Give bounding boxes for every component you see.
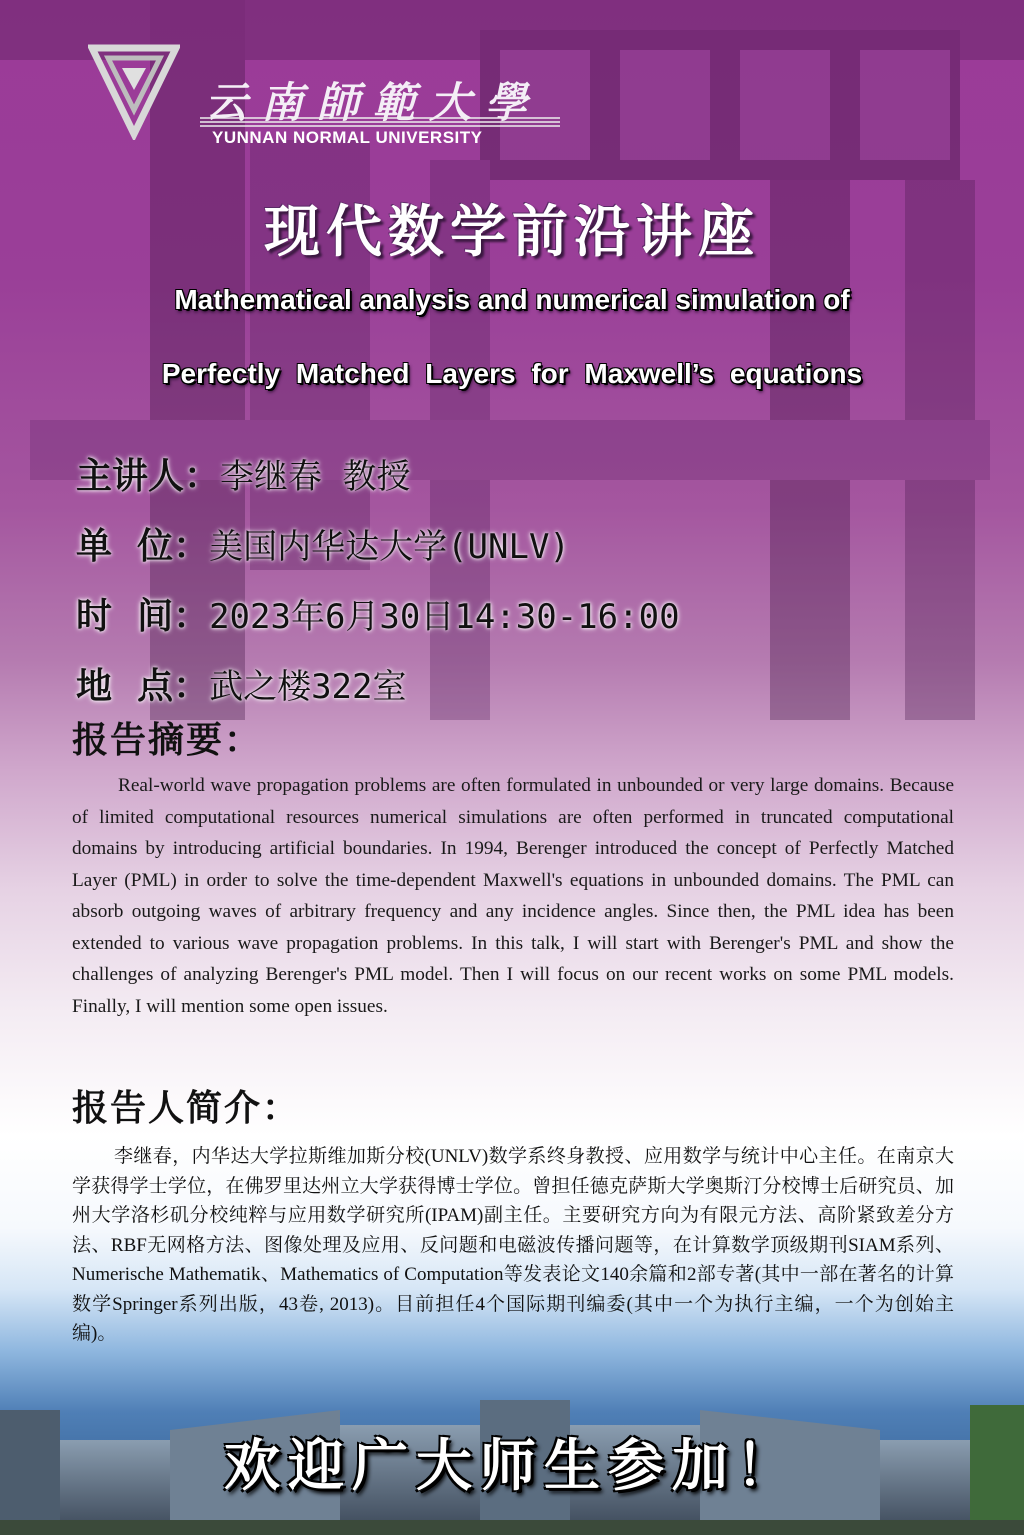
speaker-label: 主讲人： [76, 455, 221, 497]
talk-title-line-2: Perfectly Matched Layers for Maxwell’s equations [161, 358, 863, 389]
university-name-en: YUNNAN NORMAL UNIVERSITY [212, 128, 483, 147]
series-title: 现代数学前沿讲座 [264, 200, 760, 265]
speaker-value: 李继春 教授 [220, 456, 411, 497]
place-row [76, 648, 976, 718]
time-row [76, 578, 976, 648]
unit-label: 单 位： [76, 525, 210, 567]
talk-info [76, 438, 976, 718]
bio-heading: 报告人简介： [72, 1088, 301, 1129]
welcome-banner: 欢迎广大师生参加！ [224, 1434, 800, 1499]
speaker-row [76, 438, 976, 508]
university-logo-icon [88, 44, 180, 140]
talk-title-line-1: Mathematical analysis and numerical simulation of [174, 284, 850, 315]
university-name-cn: 云南師範大學 [205, 78, 542, 127]
place-value: 武之楼322室 [209, 666, 407, 707]
unit-row [76, 508, 976, 578]
time-label: 时 间： [76, 595, 210, 637]
abstract-text: Real-world wave propagation problems are often formulated in unbounded or very large domains. Because of limited computational resources numerical simulations are often performed in truncated computational domains by introducing artificial boundaries. In 1994, Berenger introduced the concept of Perfectly Matched Layer (PML) in order to solve the time-dependent Maxwell's equations in unbounded domains. The PML can absorb outgoing waves of arbitrary frequency and any incidence angles. Since then, the PML idea has been extended to various wave propagation problems. In this talk, I will start with Berenger's PML and show the challenges of analyzing Berenger's PML model. Then I will focus on our recent works on some PML models. Finally, I will mention some open issues. [72, 775, 954, 1017]
unit-value: 美国内华达大学(UNLV) [209, 526, 570, 567]
place-label: 地 点： [76, 665, 210, 707]
abstract-heading: 报告摘要： [72, 720, 263, 761]
time-value: 2023年6月30日14:30-16:00 [209, 596, 680, 637]
logo-underline [200, 116, 560, 128]
bio-text: 李继春，内华达大学拉斯维加斯分校(UNLV)数学系终身教授、应用数学与统计中心主任。在南京大学获得学士学位，在佛罗里达州立大学获得博士学位。曾担任德克萨斯大学奥斯汀分校博士后研究员、加州大学洛杉矶分校纯粹与应用数学研究所(IPAM)副主任。主要研究方向为有限元方法、高阶紧致差分方法、RBF无网格方法、图像处理及应用、反问题和电磁波传播问题等，在计算数学顶级期刊SIAM系列、Numerische Mathematik、Mathematics of Computation等发表论文140余篇和2部专著(其中一部在著名的计算数学Springer系列出版，43卷, 2013)。目前担任4个国际期刊编委(其中一个为执行主编，一个为创始主编)。 [72, 1146, 954, 1344]
